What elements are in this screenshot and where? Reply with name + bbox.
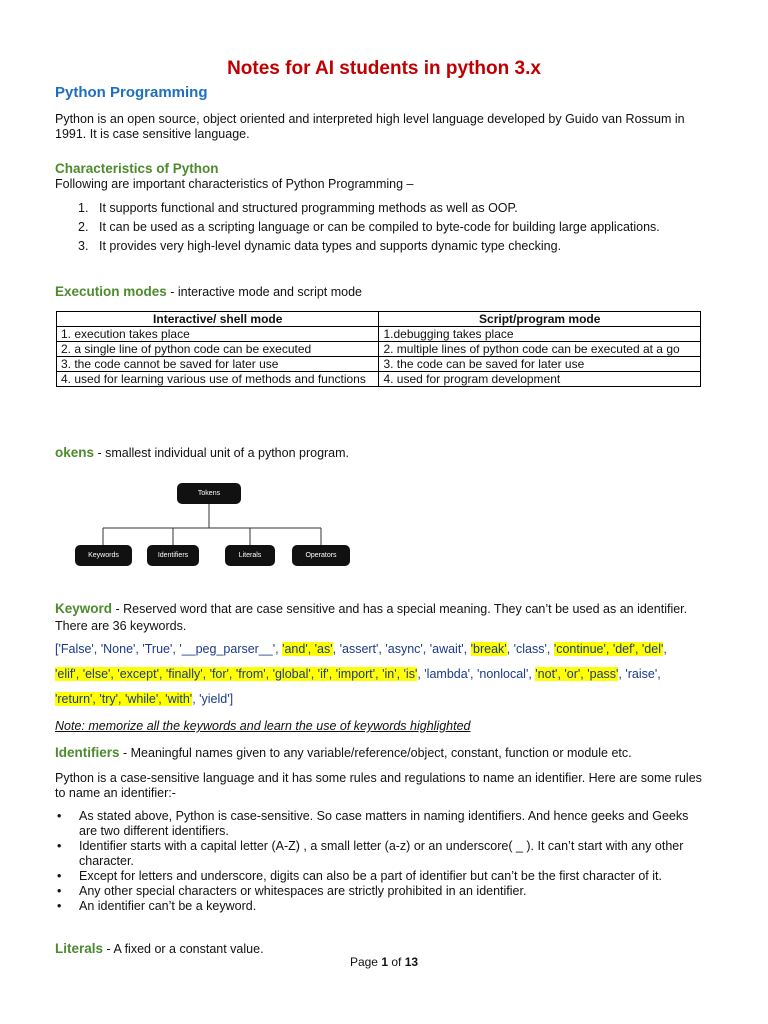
diagram-node-operators: Operators (292, 545, 350, 566)
keyword-segment: ', (272, 642, 283, 656)
diagram-node-keywords: Keywords (75, 545, 132, 566)
table-row (57, 372, 701, 387)
list-item: • As stated above, Python is case-sensitive. So case matters in naming identifiers. And hence geeks and Geeks are two different identifiers. (57, 809, 689, 838)
list-item: • Except for letters and underscore, digits can also be a part of identifier but can’t be the first character of it. (57, 869, 662, 883)
table-cell: 4. used for program development (379, 372, 701, 387)
keyword-heading: Keyword (55, 601, 113, 616)
list-item: • Identifier starts with a capital letter (A-Z) , a small letter (a-z) or an underscore( _ ). It can’t start with any other character. (57, 839, 684, 868)
highlighted-keyword-segment: 'elif', 'else', 'except', 'finally', 'for', 'from', 'global', 'if', 'import', 'in', 'is' (55, 667, 418, 681)
keyword-segment: , 'class', (506, 642, 554, 656)
table-cell: 3. the code can be saved for later use (379, 357, 701, 372)
keyword-list (55, 637, 735, 712)
identifiers-heading: Identifiers (55, 745, 120, 760)
keyword-segment: , 'lambda', 'nonlocal', (417, 667, 536, 681)
table-row (57, 357, 701, 372)
column-header-script: Script/program mode (379, 312, 701, 327)
table-cell: 2. a single line of python code can be executed (57, 342, 379, 357)
list-item: • Any other special characters or whitespaces are strictly prohibited in an identifier. (57, 884, 527, 898)
keyword-segment: , 'raise', (618, 667, 661, 681)
tokens-heading: okens (55, 445, 95, 460)
tokens-line (55, 445, 349, 461)
highlighted-keyword-segment: 'continue', 'def', 'del' (553, 642, 664, 656)
page-title: Notes for AI students in python 3.x (227, 58, 541, 79)
intro-paragraph: Python is an open source, object oriented and interpreted high level language developed by Guido van Rossum in 1991. It is case sensitive language. (55, 112, 685, 141)
literals-desc: - A fixed or a constant value. (103, 942, 264, 956)
keyword-segment: , (663, 642, 667, 656)
literals-heading: Literals (55, 941, 104, 956)
highlighted-keyword-segment: 'not', 'or', 'pass' (535, 667, 619, 681)
highlighted-keyword-segment: 'break' (470, 642, 507, 656)
list-item: • An identifier can’t be a keyword. (57, 899, 257, 913)
highlighted-keyword-segment: 'and', 'as' (282, 642, 333, 656)
diagram-node-identifiers: Identifiers (147, 545, 199, 566)
keyword-list-line (55, 637, 735, 662)
table-cell: 1.debugging takes place (379, 327, 701, 342)
keyword-desc: - Reserved word that are case sensitive and has a special meaning. They can’t be used as an identifier. There are 36 keywords. (55, 602, 688, 633)
keyword-segment: ['False', 'None', 'True', ' (55, 642, 182, 656)
keyword-paragraph (55, 600, 715, 635)
identifiers-paragraph: Python is a case-sensitive language and it has some rules and regulations to name an identifier. Here are some rules to name an identifier:- (55, 771, 702, 800)
keyword-segment: , 'yield'] (192, 692, 234, 706)
execution-modes-heading: Execution modes (55, 284, 167, 299)
keyword-segment: __peg_parser__ (181, 642, 273, 656)
column-header-interactive: Interactive/ shell mode (57, 312, 379, 327)
table-header-row (57, 312, 701, 327)
list-item: 3. It provides very high-level dynamic data types and supports dynamic type checking. (78, 239, 562, 253)
diagram-node-tokens: Tokens (177, 483, 241, 504)
table-cell: 4. used for learning various use of methods and functions (57, 372, 379, 387)
characteristics-list (55, 199, 705, 256)
table-cell: 1. execution takes place (57, 327, 379, 342)
keyword-list-line (55, 662, 735, 687)
section-heading: Python Programming (55, 84, 208, 101)
current-page-number: 1 (381, 955, 388, 969)
list-item: 1. It supports functional and structured programming methods as well as OOP. (78, 201, 518, 215)
keyword-segment: , 'assert', 'async', 'await', (332, 642, 471, 656)
execution-modes-table (56, 311, 701, 387)
identifiers-desc: - Meaningful names given to any variable/reference/object, constant, function or module etc. (119, 746, 632, 760)
execution-modes-desc: - interactive mode and script mode (166, 285, 363, 299)
note-text: Note: memorize all the keywords and learn the use of keywords highlighted (55, 719, 471, 733)
keyword-list-line (55, 687, 735, 712)
table-row (57, 342, 701, 357)
page-footer: Page 1 of 13 (349, 955, 419, 969)
characteristics-heading: Characteristics of Python (55, 161, 219, 176)
tokens-desc: - smallest individual unit of a python program. (94, 446, 350, 460)
identifier-rules-list (55, 809, 705, 914)
table-cell: 2. multiple lines of python code can be executed at a go (379, 342, 701, 357)
table-row (57, 327, 701, 342)
tokens-diagram (70, 478, 360, 573)
characteristics-lead: Following are important characteristics of Python Programming – (55, 177, 414, 191)
list-item: 2. It can be used as a scripting language or can be compiled to byte-code for building large applications. (78, 220, 660, 234)
table-cell: 3. the code cannot be saved for later use (57, 357, 379, 372)
diagram-node-literals: Literals (225, 545, 275, 566)
execution-modes-line (55, 284, 362, 300)
identifiers-line (55, 745, 715, 761)
total-pages-number: 13 (404, 955, 419, 969)
highlighted-keyword-segment: 'return', 'try', 'while', 'with' (55, 692, 193, 706)
